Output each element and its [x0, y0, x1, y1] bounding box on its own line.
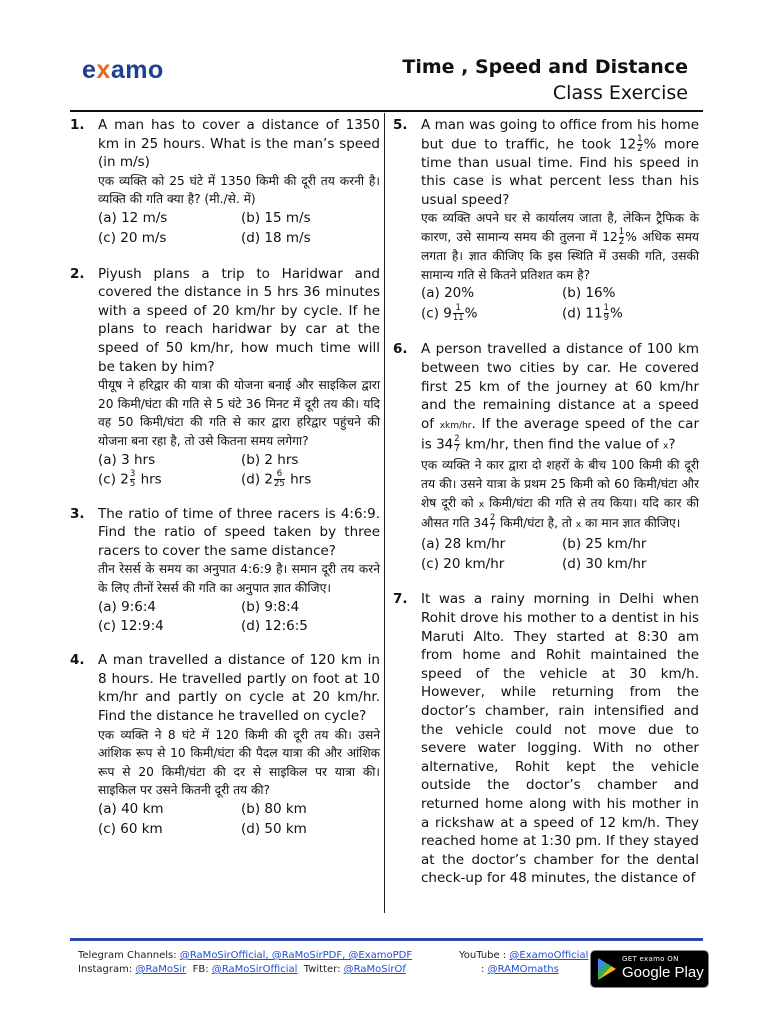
fraction: $\frac{2}{7}$	[489, 513, 496, 534]
question-4	[70, 651, 380, 839]
fraction: $\frac{1}{2}$	[637, 133, 643, 154]
question-5	[393, 116, 699, 324]
options	[98, 598, 380, 638]
footer-telegram: Telegram Channels: @RaMoSirOfficial, @RaMoSirPDF, @ExamoPDF	[78, 950, 413, 961]
option-a: (a) 20%	[421, 285, 475, 302]
question-text-hi: एक व्यक्ति अपने घर से कार्यालय जाता है, लेकिन ट्रैफिक के कारण, उसे सामान्य समय की तुलना में 12 $\frac{1}{2}$ % अधिक समय लगता है। ज्ञात कीजिए कि इस स्थिति में उसकी गति, उसकी सामान्य गति से कितने प्रतिशत कम है?	[421, 211, 700, 282]
option-c: (c) 9 $\frac{1}{11}$ %	[421, 303, 478, 324]
footer-divider	[70, 938, 703, 941]
question-2	[70, 265, 380, 491]
footer-social: Instagram: @RaMoSir FB: @RaMoSirOfficial Twitter: @RaMoSirOf	[78, 964, 406, 975]
option-b: (b) 25 km/hr	[562, 535, 647, 552]
option-a: (a) 3 hrs	[98, 451, 156, 468]
option-b: (b) 16%	[562, 285, 616, 302]
option-c: (c) 12:9:4	[98, 618, 164, 635]
fraction: $\frac{6}{25}$	[273, 469, 285, 490]
options	[98, 451, 380, 491]
question-text-en: A man was going to office from his home but due to traffic, he took 12 $\frac{1}{2}$ % more time than usual time. Find his speed in this case is what percent less than his usual speed?	[421, 117, 700, 208]
examo-logo: examo	[82, 56, 164, 84]
option-a: (a) 28 km/hr	[421, 535, 506, 552]
left-column	[70, 116, 380, 850]
question-3	[70, 505, 380, 638]
fraction: $\frac{3}{5}$	[129, 469, 136, 490]
question-number: 6.	[393, 341, 408, 358]
options	[421, 535, 699, 575]
option-c: (c) 20 m/s	[98, 229, 167, 246]
question-text-en: A man has to cover a distance of 1350 km in 25 hours. What is the man’s speed (in m/s)	[98, 117, 380, 171]
column-divider	[384, 113, 385, 913]
option-a: (a) 9:6:4	[98, 598, 156, 615]
option-b: (b) 9:8:4	[241, 598, 300, 615]
ramomaths-link[interactable]: @RAMOmaths	[487, 964, 559, 975]
option-d: (d) 50 km	[241, 820, 307, 837]
header-divider	[70, 110, 703, 112]
fraction: $\frac{2}{7}$	[454, 434, 460, 455]
google-play-badge[interactable]	[590, 950, 709, 988]
option-a: (a) 40 km	[98, 800, 164, 817]
question-text-en: A person travelled a distance of 100 km between two cities by car. He covered first 25 km of the journey at 60 km/hr and the remaining distance at a speed of xkm/hr. If the average speed of the car is 34 $\frac{2}{7}$ km/hr, then find the value of x?	[421, 341, 699, 455]
gp-get-on: GET examo ON	[622, 955, 679, 963]
option-c: (c) 60 km	[98, 820, 163, 837]
youtube-link[interactable]: @ExamoOfficial	[509, 950, 589, 961]
option-a: (a) 12 m/s	[98, 209, 168, 226]
footer-youtube: YouTube : @ExamoOfficial	[459, 950, 589, 961]
gp-google-play: Google Play	[622, 964, 704, 981]
question-text-hi: पीयूष ने हरिद्वार की यात्रा की योजना बनाई और साइकिल द्वारा 20 किमी/घंटा की गति से 5 घंटे 36 मिनट में दूरी तय की। यदि वह 50 किमी/घंटा की गति से कार द्वारा हरिद्वार पहुंचने की योजना बना रहा है, तो उसे कितना समय लगेगा?	[98, 378, 380, 448]
question-number: 3.	[70, 505, 85, 522]
options	[98, 800, 380, 840]
instagram-link[interactable]: @RaMoSir	[135, 964, 187, 975]
option-d: (d) 12:6:5	[241, 618, 308, 635]
fraction: $\frac{1}{9}$	[603, 303, 609, 324]
footer-youtube-2: : @RAMOmaths	[481, 964, 559, 975]
question-text-en: It was a rainy morning in Delhi when Rohit drove his mother to a dentist in his Maruti Alto. They started at 8:30 am from home and Rohit maintained the speed of the vehicle at 30 km/h. However, while returning from the doctor’s chamber, rain intensified and the vehicle could not move due to severe water logging. With no other alternative, Rohit kept the vehicle outside the doctor’s chamber and returned home along with his mother in a rickshaw at a speed of 12 km/h. They reached home at 1:30 pm. If they stayed at the doctor’s chamber for the dental check-up for 48 minutes, the distance of	[421, 591, 699, 887]
option-c: (c) 20 km/hr	[421, 555, 505, 572]
question-text-en: Piyush plans a trip to Haridwar and covered the distance in 5 hrs 36 minutes with a speed of 20 km/hr by cycle. If he plans to reach haridwar by car at the speed of 50 km/hr, how much time will be taken by him?	[98, 265, 380, 375]
google-play-icon	[598, 958, 616, 980]
question-number: 5.	[393, 117, 408, 133]
twitter-link[interactable]: @RaMoSirOf	[343, 964, 406, 975]
fraction: $\frac{1}{11}$	[452, 303, 464, 324]
question-7	[393, 590, 699, 888]
question-text-hi: एक व्यक्ति ने 8 घंटे में 120 किमी की दूरी तय की। उसने आंशिक रूप से 10 किमी/घंटा की पैदल यात्रा की और आंशिक रूप से 20 किमी/घंटा की दर से साइकिल पर यात्रा की। साइकिल पर उसने कितनी दूरी तय की?	[98, 727, 380, 798]
option-d: (d) 2 $\frac{6}{25}$ hrs	[241, 469, 312, 490]
question-6	[393, 340, 699, 574]
question-number: 7.	[393, 591, 408, 608]
question-text-en: A man travelled a distance of 120 km in 8 hours. He travelled partly on foot at 10 km/hr and partly on cycle at 20 km/hr. Find the distance he travelled on cycle?	[98, 652, 380, 724]
question-number: 2.	[70, 265, 85, 282]
option-d: (d) 11 $\frac{1}{9}$ %	[562, 303, 623, 324]
option-b: (b) 15 m/s	[241, 209, 311, 226]
options	[98, 209, 380, 249]
option-b: (b) 80 km	[241, 800, 307, 817]
telegram-links[interactable]: @RaMoSirOfficial, @RaMoSirPDF, @ExamoPDF	[179, 950, 413, 961]
option-d: (d) 30 km/hr	[562, 555, 647, 572]
question-text-en: The ratio of time of three racers is 4:6:9. Find the ratio of speed taken by three racers to cover the same distance?	[98, 505, 380, 559]
facebook-link[interactable]: @RaMoSirOfficial	[211, 964, 298, 975]
options	[421, 284, 699, 324]
option-d: (d) 18 m/s	[241, 229, 311, 246]
page-title: Time , Speed and Distance	[402, 56, 688, 78]
right-column	[393, 116, 699, 898]
option-c: (c) 2 $\frac{3}{5}$ hrs	[98, 469, 162, 490]
option-b: (b) 2 hrs	[241, 451, 299, 468]
question-text-hi: तीन रेसर्स के समय का अनुपात 4:6:9 है। समान दूरी तय करने के लिए तीनों रेसर्स की गति का अनुपात ज्ञात कीजिए।	[98, 562, 380, 595]
page-subtitle: Class Exercise	[552, 82, 688, 104]
fraction: $\frac{1}{2}$	[618, 227, 625, 248]
question-number: 1.	[70, 117, 85, 133]
question-text-hi: एक व्यक्ति ने कार द्वारा दो शहरों के बीच 100 किमी की दूरी तय की। उसने यात्रा के प्रथम 25 किमी को 60 किमी/घंटा और शेष दूरी को x किमी/घंटा की गति से तय किया। यदि कार की औसत गति 34 $\frac{2}{7}$ किमी/घंटा है, तो x का मान ज्ञात कीजिए।	[421, 458, 700, 534]
question-1	[70, 116, 380, 249]
question-text-hi: एक व्यक्ति को 25 घंटे में 1350 किमी की दूरी तय करनी है। व्यक्ति की गति क्या है? (मी./से. में)	[98, 173, 380, 207]
question-number: 4.	[70, 652, 85, 669]
